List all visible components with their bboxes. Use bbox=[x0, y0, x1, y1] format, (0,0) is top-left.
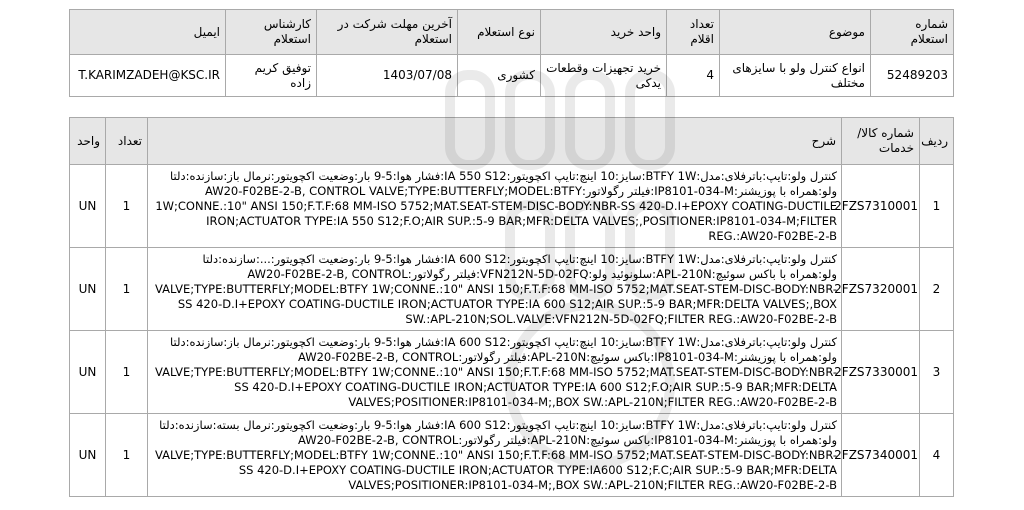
item-count-header: تعداد اقلام bbox=[667, 10, 720, 55]
item-description: کنترل ولو:تایپ:باترفلای:مدل:BTFY 1W:سایز:10 اینچ:تایپ اکچویتور:IA 600 S12:فشار هوا:5-9 بار:وضعیت اکچویتور:...:سازنده:دلتا ولو:همراه با باکس سوئیچ:APL-210N:سلونوئید ولو:VFN212N-5D-02FQ:فیلتر رگولاتور:AW20-F02BE-2-B, CONTROL VALVE;TYPE:BUTTERFLY;MODEL:BTFY 1W;CONNE.:10" ANSI 150;F.T.F:68 MM-ISO 5752;MAT.SEAT-STEM-DISC-BODY:NBR-SS 420-D.I+EPOXY COATING-DUCTILE IRON;ACTUATOR TYPE:IA 600 S12;AIR SUP.:5-9 BAR;MFR:DELTA VALVES;,BOX SW.:APL-210N;SOL.VALVE:VFN212N-5D-02FQ;FILTER REG.:AW20-F02BE-2-B bbox=[148, 248, 842, 331]
table-row bbox=[70, 165, 954, 248]
item-count: 4 bbox=[667, 55, 720, 97]
row-number: 3 bbox=[920, 331, 954, 414]
item-description: کنترل ولو:تایپ:باترفلای:مدل:BTFY 1W:سایز:10 اینچ:تایپ اکچویتور:IA 600 S12:فشار هوا:5-9 بار:وضعیت اکچویتور:نرمال بسته:سازنده:دلتا ولو:همراه با پوزیشنر:IP8101-034-M:باکس سوئیچ:APL-210N:فیلتر رگولاتور:AW20-F02BE-2-B, CONTROL VALVE;TYPE:BUTTERFLY;MODEL:BTFY 1W;CONNE.:10" ANSI 150;F.T.F:68 MM-ISO 5752;MAT.SEAT-STEM-DISC-BODY:NBR-SS 420-D.I+EPOXY COATING-DUCTILE IRON;ACTUATOR TYPE:IA600 S12;F.C;AIR SUP.:5-9 BAR;MFR:DELTA VALVES;POSITIONER:IP8101-034-M;,BOX SW.:APL-210N;FILTER REG.:AW20-F02BE-2-B bbox=[148, 414, 842, 497]
item-quantity: 1 bbox=[106, 165, 148, 248]
inquiry-type: کشوری bbox=[458, 55, 541, 97]
inquiry-summary-table bbox=[69, 9, 954, 97]
item-unit: UN bbox=[70, 248, 106, 331]
email-header: ایمیل bbox=[70, 10, 226, 55]
item-quantity: 1 bbox=[106, 331, 148, 414]
inquiry-type-header: نوع استعلام bbox=[458, 10, 541, 55]
table-row bbox=[70, 331, 954, 414]
item-code: 2FZS7320001 bbox=[842, 248, 920, 331]
item-quantity: 1 bbox=[106, 248, 148, 331]
row-number-header: ردیف bbox=[920, 118, 954, 165]
row-number: 1 bbox=[920, 165, 954, 248]
subject-header: موضوع bbox=[720, 10, 871, 55]
inquiry-number: 52489203 bbox=[871, 55, 954, 97]
items-table bbox=[69, 117, 954, 497]
item-unit: UN bbox=[70, 165, 106, 248]
summary-header-row bbox=[70, 10, 954, 55]
item-unit: UN bbox=[70, 414, 106, 497]
table-row bbox=[70, 414, 954, 497]
item-code: 2FZS7310001 bbox=[842, 165, 920, 248]
deadline-header: آخرین مهلت شرکت در استعلام bbox=[317, 10, 458, 55]
row-number: 4 bbox=[920, 414, 954, 497]
item-code-header: شماره کالا/خدمات bbox=[842, 118, 920, 165]
email-address[interactable]: T.KARIMZADEH@KSC.IR bbox=[70, 55, 226, 97]
expert-header: کارشناس استعلام bbox=[226, 10, 317, 55]
item-code: 2FZS7330001 bbox=[842, 331, 920, 414]
description-header: شرح bbox=[148, 118, 842, 165]
purchase-unit: خرید تجهیزات وقطعات یدکی bbox=[541, 55, 667, 97]
item-unit: UN bbox=[70, 331, 106, 414]
row-number: 2 bbox=[920, 248, 954, 331]
summary-data-row bbox=[70, 55, 954, 97]
item-code: 2FZS7340001 bbox=[842, 414, 920, 497]
items-header-row bbox=[70, 118, 954, 165]
unit-header: واحد bbox=[70, 118, 106, 165]
deadline: 1403/07/08 bbox=[317, 55, 458, 97]
table-row bbox=[70, 248, 954, 331]
item-description: کنترل ولو:تایپ:باترفلای:مدل:BTFY 1W:سایز:10 اینچ:تایپ اکچویتور:IA 550 S12:فشار هوا:5-9 بار:وضعیت اکچویتور:نرمال باز:سازنده:دلتا ولو:همراه با پوزیشنر:IP8101-034-M:فیلتر رگولاتور:AW20-F02BE-2-B, CONTROL VALVE;TYPE:BUTTERFLY;MODEL:BTFY 1W;CONNE.:10" ANSI 150;F.T.F:68 MM-ISO 5752;MAT.SEAT-STEM-DISC-BODY:NBR-SS 420-D.I+EPOXY COATING-DUCTILE IRON;ACTUATOR TYPE:IA 550 S12;F.O;AIR SUP.:5-9 BAR;MFR:DELTA VALVES;,POSITIONER:IP8101-034-M;FILTER REG.:AW20-F02BE-2-B bbox=[148, 165, 842, 248]
expert-name: توفیق کریم زاده bbox=[226, 55, 317, 97]
subject: انواع کنترل ولو با سایزهای مختلف bbox=[720, 55, 871, 97]
item-quantity: 1 bbox=[106, 414, 148, 497]
quantity-header: تعداد bbox=[106, 118, 148, 165]
inquiry-number-header: شماره استعلام bbox=[871, 10, 954, 55]
purchase-unit-header: واحد خرید bbox=[541, 10, 667, 55]
item-description: کنترل ولو:تایپ:باترفلای:مدل:BTFY 1W:سایز:10 اینچ:تایپ اکچویتور:IA 600 S12:فشار هوا:5-9 بار:وضعیت اکچویتور:نرمال باز:سازنده:دلتا ولو:همراه با پوزیشنر:IP8101-034-M:باکس سوئیچ:APL-210N:فیلتر رگولاتور:AW20-F02BE-2-B, CONTROL VALVE;TYPE:BUTTERFLY;MODEL:BTFY 1W;CONNE.:10" ANSI 150;F.T.F:68 MM-ISO 5752;MAT.SEAT-STEM-DISC-BODY:NBR-SS 420-D.I+EPOXY COATING-DUCTILE IRON;ACTUATOR TYPE:IA 600 S12;F.O;AIR SUP.:5-9 BAR;MFR:DELTA VALVES;POSITIONER:IP8101-034-M;,BOX SW.:APL-210N;FILTER REG.:AW20-F02BE-2-B bbox=[148, 331, 842, 414]
